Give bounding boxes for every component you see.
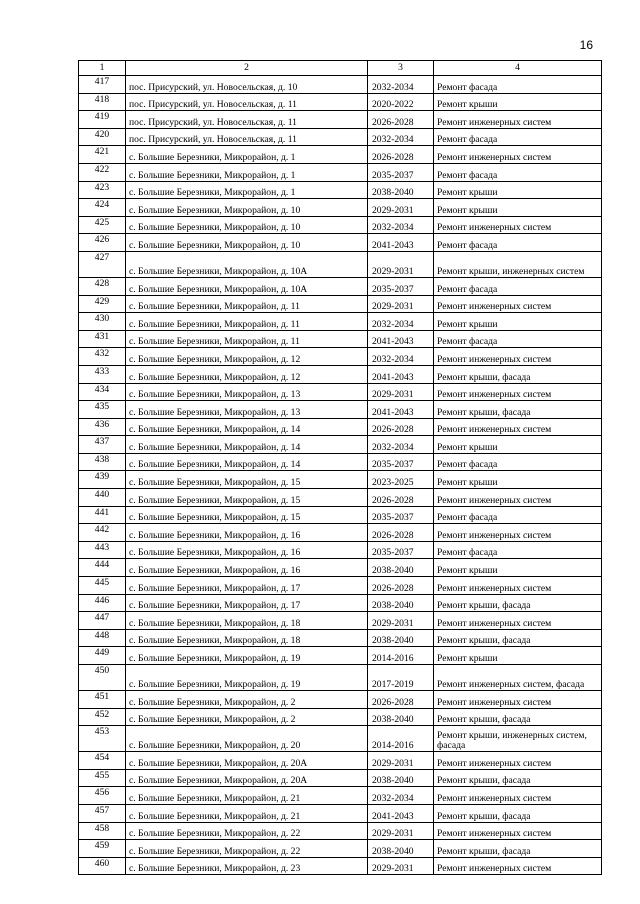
table-row [79,524,602,542]
address-cell: с. Большие Березники, Микрорайон, д. 10 [126,234,368,252]
address-cell: с. Большие Березники, Микрорайон, д. 21 [126,804,368,822]
table-row [79,752,602,770]
table-row [79,594,602,612]
table-row [79,822,602,840]
table-row [79,769,602,787]
period-cell: 2038-2040 [368,708,434,726]
period-cell: 2026-2028 [368,524,434,542]
column-header-3: 3 [368,61,434,76]
row-number: 447 [79,612,126,630]
table-row [79,348,602,366]
period-cell: 2014-2016 [368,647,434,665]
address-cell: с. Большие Березники, Микрорайон, д. 2 [126,691,368,709]
row-number: 453 [79,726,126,752]
row-number: 456 [79,787,126,805]
table-row [79,401,602,419]
address-cell: с. Большие Березники, Микрорайон, д. 14 [126,436,368,454]
row-number: 420 [79,128,126,146]
row-number: 418 [79,93,126,111]
period-cell: 2029-2031 [368,383,434,401]
period-cell: 2041-2043 [368,401,434,419]
address-cell: пос. Присурский, ул. Новосельская, д. 11 [126,128,368,146]
address-cell: с. Большие Березники, Микрорайон, д. 19 [126,647,368,665]
period-cell: 2038-2040 [368,181,434,199]
row-number: 423 [79,181,126,199]
period-cell: 2038-2040 [368,559,434,577]
row-number: 427 [79,251,126,277]
work-type-cell: Ремонт инженерных систем [434,111,602,129]
work-type-cell: Ремонт инженерных систем [434,787,602,805]
address-cell: с. Большие Березники, Микрорайон, д. 23 [126,857,368,875]
period-cell: 2029-2031 [368,822,434,840]
work-type-cell: Ремонт инженерных систем [434,489,602,507]
row-number: 431 [79,330,126,348]
period-cell: 2029-2031 [368,752,434,770]
row-number: 441 [79,506,126,524]
work-type-cell: Ремонт крыши, фасада [434,708,602,726]
row-number: 422 [79,163,126,181]
row-number: 438 [79,453,126,471]
period-cell: 2014-2016 [368,726,434,752]
row-number: 452 [79,708,126,726]
row-number: 437 [79,436,126,454]
row-number: 429 [79,295,126,313]
address-cell: с. Большие Березники, Микрорайон, д. 20А [126,752,368,770]
period-cell: 2041-2043 [368,330,434,348]
row-number: 433 [79,365,126,383]
table-row [79,181,602,199]
address-cell: с. Большие Березники, Микрорайон, д. 14 [126,453,368,471]
work-type-cell: Ремонт крыши [434,313,602,331]
table-row [79,216,602,234]
table-body [79,76,602,875]
work-type-cell: Ремонт крыши [434,199,602,217]
table-row [79,471,602,489]
work-type-cell: Ремонт инженерных систем [434,752,602,770]
work-type-cell: Ремонт крыши [434,559,602,577]
address-cell: с. Большие Березники, Микрорайон, д. 15 [126,471,368,489]
period-cell: 2032-2034 [368,436,434,454]
period-cell: 2032-2034 [368,128,434,146]
address-cell: с. Большие Березники, Микрорайон, д. 16 [126,541,368,559]
work-type-cell: Ремонт крыши, фасада [434,804,602,822]
row-number: 424 [79,199,126,217]
table-row [79,418,602,436]
table-row [79,436,602,454]
address-cell: пос. Присурский, ул. Новосельская, д. 10 [126,76,368,94]
work-type-cell: Ремонт фасада [434,76,602,94]
work-type-cell: Ремонт крыши, фасада [434,629,602,647]
address-cell: с. Большие Березники, Микрорайон, д. 10А [126,277,368,295]
table-row [79,612,602,630]
table-row [79,199,602,217]
row-number: 419 [79,111,126,129]
address-cell: с. Большие Березники, Микрорайон, д. 1 [126,163,368,181]
table-row [79,577,602,595]
period-cell: 2041-2043 [368,234,434,252]
period-cell: 2026-2028 [368,489,434,507]
address-cell: с. Большие Березники, Микрорайон, д. 20 [126,726,368,752]
address-cell: пос. Присурский, ул. Новосельская, д. 11 [126,93,368,111]
table-row [79,559,602,577]
address-cell: с. Большие Березники, Микрорайон, д. 21 [126,787,368,805]
row-number: 440 [79,489,126,507]
table-row [79,383,602,401]
work-type-cell: Ремонт инженерных систем [434,524,602,542]
address-cell: с. Большие Березники, Микрорайон, д. 14 [126,418,368,436]
work-type-cell: Ремонт крыши [434,647,602,665]
address-cell: с. Большие Березники, Микрорайон, д. 18 [126,612,368,630]
work-type-cell: Ремонт инженерных систем [434,577,602,595]
address-cell: с. Большие Березники, Микрорайон, д. 10 [126,199,368,217]
period-cell: 2026-2028 [368,418,434,436]
work-type-cell: Ремонт фасада [434,277,602,295]
work-type-cell: Ремонт крыши, инженерных систем [434,251,602,277]
table-header [79,61,602,76]
work-type-cell: Ремонт инженерных систем [434,857,602,875]
work-type-cell: Ремонт инженерных систем [434,146,602,164]
row-number: 444 [79,559,126,577]
work-type-cell: Ремонт крыши [434,436,602,454]
row-number: 432 [79,348,126,366]
table-row [79,726,602,752]
address-cell: с. Большие Березники, Микрорайон, д. 10А [126,251,368,277]
period-cell: 2032-2034 [368,76,434,94]
work-type-cell: Ремонт инженерных систем [434,348,602,366]
row-number: 450 [79,665,126,691]
table-row [79,277,602,295]
address-cell: с. Большие Березники, Микрорайон, д. 15 [126,506,368,524]
work-type-cell: Ремонт крыши, фасада [434,840,602,858]
row-number: 426 [79,234,126,252]
row-number: 430 [79,313,126,331]
row-number: 425 [79,216,126,234]
table-row [79,506,602,524]
work-type-cell: Ремонт крыши, инженерных систем, фасада [434,726,602,752]
address-cell: с. Большие Березники, Микрорайон, д. 16 [126,524,368,542]
work-type-cell: Ремонт фасада [434,541,602,559]
work-type-cell: Ремонт крыши [434,471,602,489]
table-row [79,251,602,277]
address-cell: с. Большие Березники, Микрорайон, д. 15 [126,489,368,507]
row-number: 445 [79,577,126,595]
page-number: 16 [579,38,593,52]
period-cell: 2026-2028 [368,111,434,129]
period-cell: 2041-2043 [368,365,434,383]
row-number: 446 [79,594,126,612]
period-cell: 2035-2037 [368,506,434,524]
table-row [79,76,602,94]
table-row [79,365,602,383]
period-cell: 2032-2034 [368,216,434,234]
work-type-cell: Ремонт инженерных систем [434,612,602,630]
period-cell: 2032-2034 [368,348,434,366]
address-cell: с. Большие Березники, Микрорайон, д. 13 [126,383,368,401]
row-number: 439 [79,471,126,489]
row-number: 434 [79,383,126,401]
header-row [79,61,602,76]
table-row [79,691,602,709]
work-type-cell: Ремонт инженерных систем [434,418,602,436]
period-cell: 2035-2037 [368,163,434,181]
row-number: 455 [79,769,126,787]
period-cell: 2032-2034 [368,787,434,805]
period-cell: 2020-2022 [368,93,434,111]
row-number: 449 [79,647,126,665]
address-cell: с. Большие Березники, Микрорайон, д. 18 [126,629,368,647]
work-type-cell: Ремонт фасада [434,234,602,252]
address-cell: пос. Присурский, ул. Новосельская, д. 11 [126,111,368,129]
period-cell: 2026-2028 [368,146,434,164]
address-cell: с. Большие Березники, Микрорайон, д. 1 [126,181,368,199]
period-cell: 2029-2031 [368,251,434,277]
table-row [79,647,602,665]
work-type-cell: Ремонт фасада [434,506,602,524]
row-number: 457 [79,804,126,822]
address-cell: с. Большие Березники, Микрорайон, д. 17 [126,577,368,595]
work-type-cell: Ремонт фасада [434,453,602,471]
address-cell: с. Большие Березники, Микрорайон, д. 16 [126,559,368,577]
address-cell: с. Большие Березники, Микрорайон, д. 17 [126,594,368,612]
period-cell: 2029-2031 [368,199,434,217]
work-type-cell: Ремонт крыши [434,181,602,199]
address-cell: с. Большие Березники, Микрорайон, д. 10 [126,216,368,234]
table-row [79,313,602,331]
work-type-cell: Ремонт фасада [434,128,602,146]
address-cell: с. Большие Березники, Микрорайон, д. 22 [126,840,368,858]
work-type-cell: Ремонт инженерных систем [434,216,602,234]
work-type-cell: Ремонт крыши, фасада [434,401,602,419]
address-cell: с. Большие Березники, Микрорайон, д. 11 [126,313,368,331]
work-type-cell: Ремонт крыши, фасада [434,594,602,612]
table-row [79,489,602,507]
table-row [79,330,602,348]
address-cell: с. Большие Березники, Микрорайон, д. 22 [126,822,368,840]
period-cell: 2041-2043 [368,804,434,822]
column-header-1: 1 [79,61,126,76]
row-number: 417 [79,76,126,94]
address-cell: с. Большие Березники, Микрорайон, д. 19 [126,665,368,691]
table-row [79,708,602,726]
period-cell: 2026-2028 [368,691,434,709]
table-row [79,857,602,875]
table-row [79,128,602,146]
address-cell: с. Большие Березники, Микрорайон, д. 1 [126,146,368,164]
table-row [79,295,602,313]
table-row [79,93,602,111]
work-type-cell: Ремонт фасада [434,330,602,348]
period-cell: 2029-2031 [368,857,434,875]
period-cell: 2029-2031 [368,295,434,313]
address-cell: с. Большие Березники, Микрорайон, д. 11 [126,295,368,313]
address-cell: с. Большие Березники, Микрорайон, д. 20А [126,769,368,787]
work-type-cell: Ремонт инженерных систем, фасада [434,665,602,691]
table-row [79,787,602,805]
work-type-cell: Ремонт фасада [434,163,602,181]
address-cell: с. Большие Березники, Микрорайон, д. 12 [126,365,368,383]
work-type-cell: Ремонт крыши, фасада [434,365,602,383]
period-cell: 2029-2031 [368,612,434,630]
address-cell: с. Большие Березники, Микрорайон, д. 13 [126,401,368,419]
row-number: 443 [79,541,126,559]
table-row [79,163,602,181]
table-row [79,234,602,252]
work-type-cell: Ремонт крыши [434,93,602,111]
row-number: 442 [79,524,126,542]
work-type-cell: Ремонт инженерных систем [434,295,602,313]
row-number: 460 [79,857,126,875]
period-cell: 2038-2040 [368,594,434,612]
period-cell: 2035-2037 [368,541,434,559]
table-row [79,804,602,822]
column-header-2: 2 [126,61,368,76]
row-number: 451 [79,691,126,709]
row-number: 435 [79,401,126,419]
period-cell: 2032-2034 [368,313,434,331]
address-cell: с. Большие Березники, Микрорайон, д. 12 [126,348,368,366]
period-cell: 2026-2028 [368,577,434,595]
table-row [79,453,602,471]
row-number: 428 [79,277,126,295]
period-cell: 2023-2025 [368,471,434,489]
work-type-cell: Ремонт инженерных систем [434,383,602,401]
table-row [79,111,602,129]
column-header-4: 4 [434,61,602,76]
table-row [79,146,602,164]
row-number: 436 [79,418,126,436]
work-type-cell: Ремонт инженерных систем [434,691,602,709]
table-row [79,629,602,647]
table-row [79,541,602,559]
address-cell: с. Большие Березники, Микрорайон, д. 11 [126,330,368,348]
period-cell: 2035-2037 [368,453,434,471]
period-cell: 2038-2040 [368,840,434,858]
row-number: 421 [79,146,126,164]
row-number: 448 [79,629,126,647]
period-cell: 2035-2037 [368,277,434,295]
work-type-cell: Ремонт крыши, фасада [434,769,602,787]
table-row [79,665,602,691]
table-row [79,840,602,858]
row-number: 458 [79,822,126,840]
row-number: 454 [79,752,126,770]
repair-schedule-table [78,60,602,875]
period-cell: 2038-2040 [368,769,434,787]
address-cell: с. Большие Березники, Микрорайон, д. 2 [126,708,368,726]
period-cell: 2017-2019 [368,665,434,691]
row-number: 459 [79,840,126,858]
work-type-cell: Ремонт инженерных систем [434,822,602,840]
period-cell: 2038-2040 [368,629,434,647]
